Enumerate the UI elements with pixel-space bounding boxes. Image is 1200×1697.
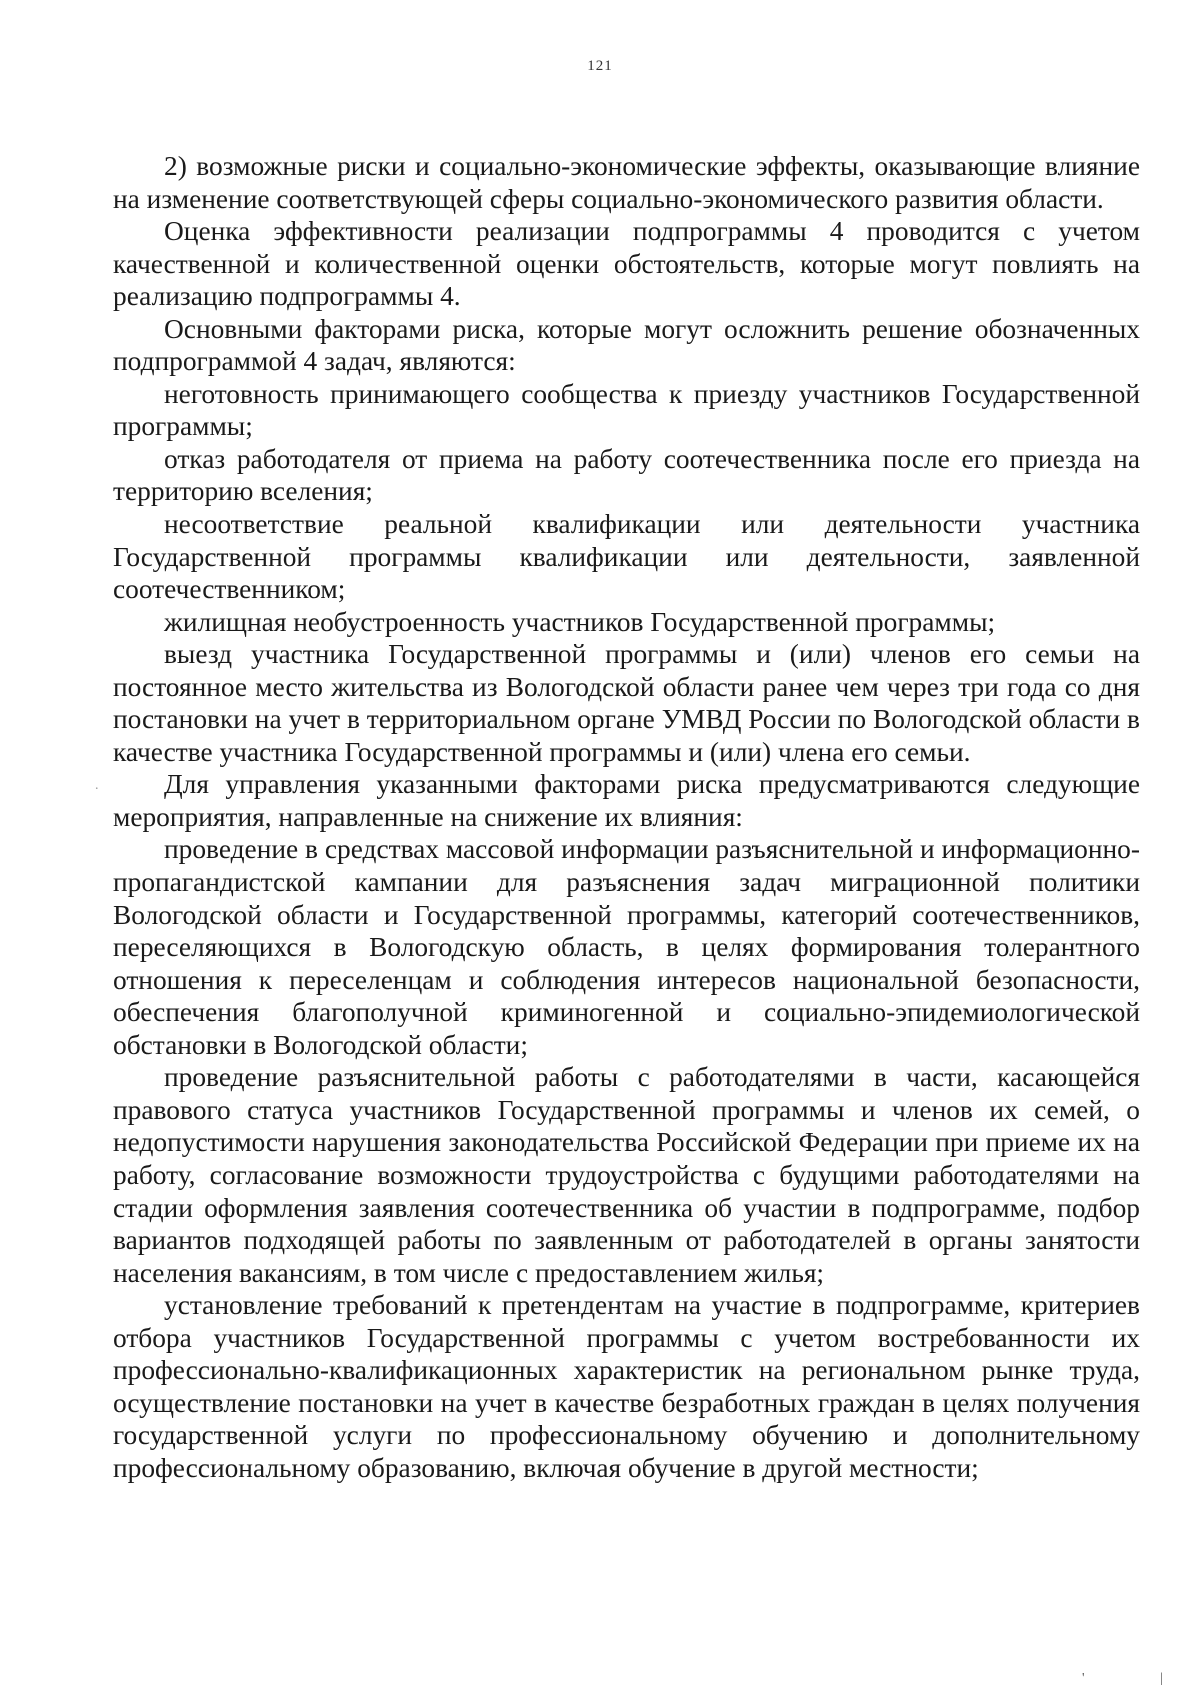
paragraph-risks-effects: 2) возможные риски и социально-экономические эффекты, оказывающие влияние на изменение соответствующей сферы социально-экономического развития области.: [113, 151, 1140, 214]
paragraph-risk-community: неготовность принимающего сообщества к приезду участников Государственной программы;: [113, 378, 1140, 442]
document-body: [113, 150, 1140, 1484]
paragraph-measure-employers: проведение разъяснительной работы с работодателями в части, касающейся правового статуса участников Государственной программы и членов их семей, о недопустимости нарушения законодательства Российской Федерации при приеме их на работу, согласование возможности трудоустройства с будущими работодателями на стадии оформления заявления соотечественника об участии в подпрограмме, подбор вариантов подходящей работы по заявленным от работодателей в органы занятости населения вакансиям, в том числе с предоставлением жилья;: [113, 1062, 1140, 1288]
paragraph-risk-departure: выезд участника Государственной программы и (или) членов его семьи на постоянное место жительства из Вологодской области ранее чем через три года со дня постановки на учет в территориальном органе УМВД России по Вологодской области в качестве участника Государственной программы и (или) члена его семьи.: [113, 639, 1140, 767]
paragraph-efficiency-assessment: Оценка эффективности реализации подпрограммы 4 проводится с учетом качественной и количественной оценки обстоятельств, которые могут повлиять на реализацию подпрограммы 4.: [113, 216, 1140, 312]
page-number: 121: [587, 58, 613, 74]
paragraph-measure-media-campaign: проведение в средствах массовой информации разъяснительной и информационно-пропагандистской кампании для разъяснения задач миграционной политики Вологодской области и Государственной программы, категорий соотечественников, переселяющихся в Вологодскую область, в целях формирования толерантного отношения к переселенцам и соблюдения интересов национальной безопасности, обеспечения благополучной криминогенной и социально-эпидемиологической обстановки в Вологодской области;: [113, 834, 1140, 1060]
scan-mark: .: [95, 778, 99, 793]
paragraph-risk-qualification: несоответствие реальной квалификации или деятельности участника Государственной программы квалификации или деятельности, заявленной соотечественником;: [113, 509, 1140, 605]
scan-mark: ': [1082, 1671, 1085, 1686]
scan-mark: |: [1160, 1671, 1163, 1686]
paragraph-measures-intro: Для управления указанными факторами риска предусматриваются следующие мероприятия, направленные на снижение их влияния:: [113, 769, 1140, 832]
paragraph-risk-housing: жилищная необустроенность участников Государственной программы;: [164, 606, 996, 637]
paragraph-risk-factors-intro: Основными факторами риска, которые могут осложнить решение обозначенных подпрограммой 4 задач, являются:: [113, 313, 1140, 377]
paragraph-risk-employer-refusal: отказ работодателя от приема на работу соотечественника после его приезда на территорию вселения;: [113, 443, 1140, 507]
paragraph-measure-requirements: установление требований к претендентам на участие в подпрограмме, критериев отбора участников Государственной программы с учетом востребованности их профессионально-квалификационных характеристик на региональном рынке труда, осуществление постановки на учет в качестве безработных граждан в целях получения государственной услуги по профессиональному обучению и дополнительному профессиональному образованию, включая обучение в другой местности;: [113, 1290, 1140, 1483]
